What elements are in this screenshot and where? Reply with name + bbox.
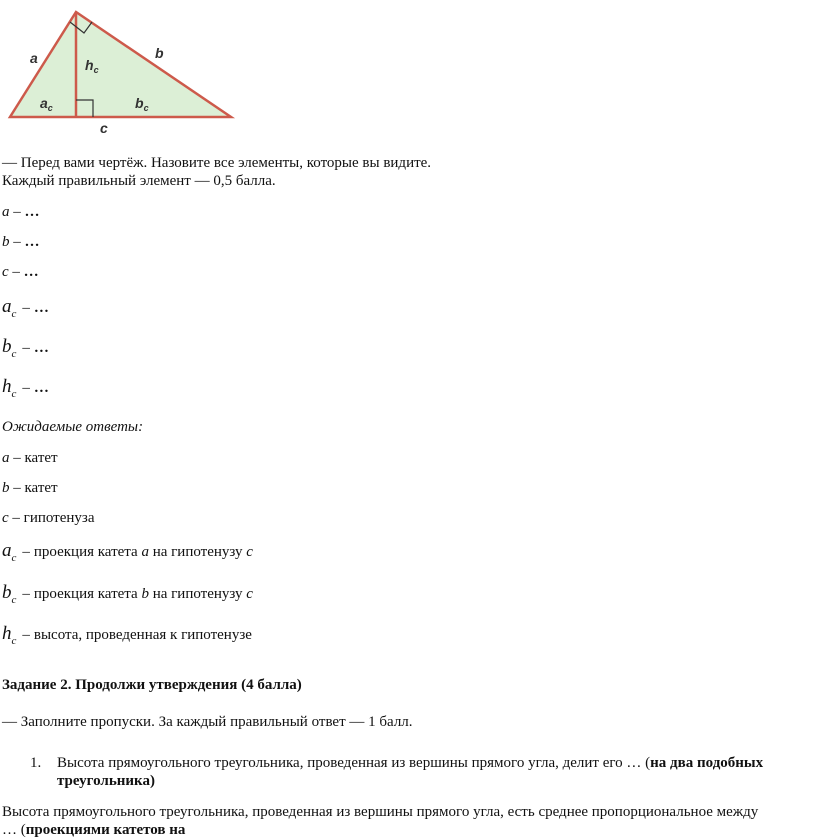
question-dash: – <box>8 264 24 280</box>
label-a: a <box>30 50 38 66</box>
answer-dash: – <box>22 586 30 602</box>
label-c: c <box>100 120 108 136</box>
answer-ac <box>2 540 253 562</box>
question-b <box>2 233 40 251</box>
answer-text: – гипотенуза <box>8 510 95 526</box>
question-ac <box>2 296 49 318</box>
answer-dash: – <box>22 627 30 643</box>
question-dash: – <box>22 380 30 396</box>
answer-text: – катет <box>9 480 58 496</box>
answer-symbol: h <box>2 623 12 644</box>
answer-subscript: c <box>11 552 17 564</box>
task2-title: Задание 2. Продолжи утверждения (4 балла) <box>2 677 302 693</box>
question-dash: – <box>9 234 25 250</box>
task2-instruction: — Заполните пропуски. За каждый правильный ответ — 1 балл. <box>2 714 413 730</box>
intro-line-2: Каждый правильный элемент — 0,5 балла. <box>2 173 276 189</box>
answer-symbol: c <box>2 510 9 526</box>
item1-number: 1. <box>30 755 42 771</box>
question-a <box>2 203 40 221</box>
answer-symbol: b <box>2 582 12 603</box>
answer-text: проекция катета b на гипотенузу c <box>33 586 253 602</box>
item1-line1: Высота прямоугольного треугольника, проведенная из вершины прямого угла, делит его … (на два подобных <box>57 755 764 771</box>
question-dots: … <box>33 300 49 316</box>
question-symbol: c <box>2 264 9 280</box>
question-symbol: b <box>2 336 12 357</box>
question-subscript: c <box>11 308 17 320</box>
question-dots: … <box>24 234 40 250</box>
answer-symbol: b <box>2 480 10 496</box>
question-symbol: h <box>2 376 12 397</box>
paragraph-line2: … (проекциями катетов на <box>2 822 186 838</box>
label-bc: $b_c$ <box>135 95 149 113</box>
paragraph-line1: Высота прямоугольного треугольника, проведенная из вершины прямого угла, есть среднее пропорциональное между <box>2 804 759 820</box>
question-symbol: b <box>2 234 10 250</box>
label-b: b <box>155 45 164 61</box>
answer-c <box>2 509 95 527</box>
expected-answers-heading: Ожидаемые ответы: <box>2 419 144 435</box>
answer-text: высота, проведенная к гипотенузе <box>33 627 252 643</box>
question-bc <box>2 336 49 358</box>
answer-symbol: a <box>2 450 10 466</box>
question-subscript: c <box>11 388 17 400</box>
answer-a <box>2 449 58 467</box>
label-hc: $h_c$ <box>85 57 99 75</box>
question-dash: – <box>22 300 30 316</box>
answer-bc <box>2 582 253 604</box>
answer-text: проекция катета a на гипотенузу c <box>33 544 253 560</box>
question-dash: – <box>9 204 25 220</box>
question-subscript: c <box>11 348 17 360</box>
question-dash: – <box>22 340 30 356</box>
answer-hc <box>2 623 252 645</box>
answer-symbol: a <box>2 540 12 561</box>
answer-subscript: c <box>11 594 17 606</box>
intro-line-1: — Перед вами чертёж. Назовите все элементы, которые вы видите. <box>2 155 432 171</box>
triangle-figure <box>0 0 240 140</box>
question-dots: … <box>24 204 40 220</box>
answer-b <box>2 479 58 497</box>
question-hc <box>2 376 49 398</box>
question-dots: … <box>23 264 39 280</box>
answer-text: – катет <box>9 450 58 466</box>
answer-subscript: c <box>11 635 17 647</box>
question-c <box>2 263 39 281</box>
answer-dash: – <box>22 544 30 560</box>
label-ac: $a_c$ <box>40 95 53 113</box>
question-dots: … <box>33 380 49 396</box>
question-symbol: a <box>2 204 10 220</box>
item1-line2: треугольника) <box>57 773 155 789</box>
question-dots: … <box>33 340 49 356</box>
question-symbol: a <box>2 296 12 317</box>
